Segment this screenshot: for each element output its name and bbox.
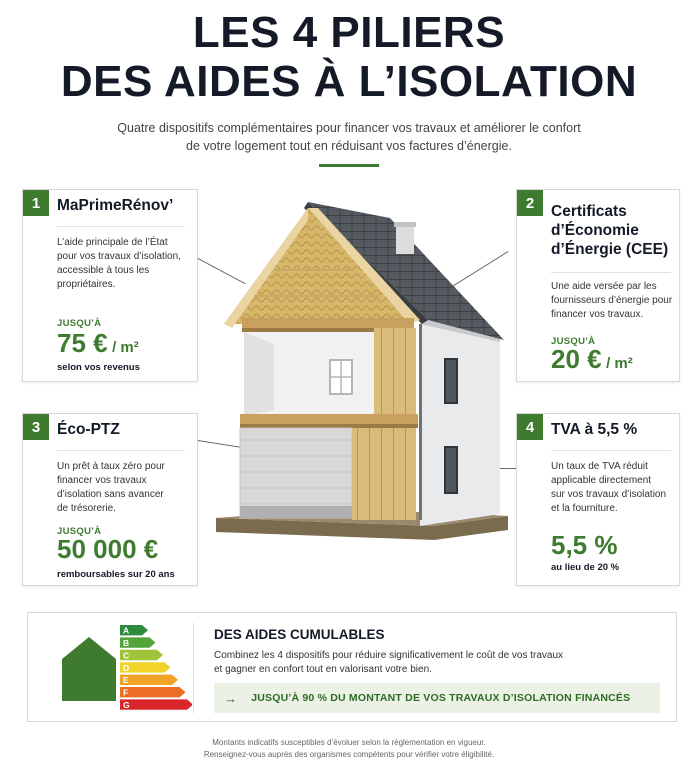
energy-class-label-f: F	[123, 687, 129, 698]
card-amount: 50 000 €	[57, 534, 159, 564]
cumulative-title: DES AIDES CUMULABLES	[214, 627, 385, 642]
title-underline	[319, 164, 379, 167]
card-amount: 20 € / m²	[551, 344, 633, 374]
subtitle-line-2: de votre logement tout en réduisant vos factures d’énergie.	[186, 139, 512, 153]
card-amount: 75 € / m²	[57, 328, 139, 358]
card-divider	[57, 450, 185, 451]
cumulative-text: Combinez les 4 dispositifs pour réduire significativement le coût de vos travaux et gagner en confort tout en valorisant votre bien.	[214, 650, 564, 675]
card-note: au lieu de 20 %	[551, 562, 620, 573]
title-line-2: DES AIDES À L’ISOLATION	[60, 57, 638, 106]
card-title: Certificats d’Économie d’Énergie (CEE)	[551, 203, 669, 258]
card-amount: 5,5 %	[551, 530, 618, 560]
card-number-badge: 1	[23, 190, 49, 216]
energy-class-label-e: E	[123, 675, 129, 686]
energy-class-label-d: D	[123, 662, 130, 673]
card-divider	[551, 450, 671, 451]
footer-line-1: Montants indicatifs susceptibles d’évoluer selon la réglementation en vigueur.	[212, 738, 486, 747]
card-divider	[57, 226, 185, 227]
card-description: Un prêt à taux zéro pour financer vos travaux d’isolation sans avancer de trésorerie.	[57, 461, 165, 514]
card-cee	[516, 189, 680, 382]
card-number-badge: 4	[517, 414, 543, 440]
title-line-1: LES 4 PILIERS	[192, 8, 506, 57]
energy-class-bar-f	[120, 687, 186, 697]
energy-class-bar-e	[120, 675, 178, 685]
energy-class-label-c: C	[123, 650, 130, 661]
footer-line-2: Renseignez-vous auprès des organismes compétents pour vérifier votre éligibilité.	[203, 750, 495, 759]
house-shape	[62, 637, 116, 701]
page-subtitle	[60, 119, 638, 155]
funding-callout-text: JUSQU’À 90 % DU MONTANT DE VOS TRAVAUX D’ISOLATION FINANCÉS	[251, 692, 631, 704]
card-description: L’aide principale de l’État pour vos travaux d’isolation, accessible à tous les propriétaires.	[57, 237, 181, 290]
cumulative-aids-panel	[27, 612, 677, 722]
house-icon	[62, 637, 116, 701]
footer-disclaimer	[0, 737, 698, 761]
card-up-to: JUSQU’À	[57, 318, 102, 329]
card-number-badge: 3	[23, 414, 49, 440]
card-up-to: JUSQU’À	[551, 336, 596, 347]
subtitle-line-1: Quatre dispositifs complémentaires pour financer vos travaux et améliorer le confort	[117, 121, 581, 135]
card-divider	[551, 272, 671, 273]
card-note: selon vos revenus	[57, 362, 140, 373]
card-up-to: JUSQU’À	[57, 526, 102, 537]
card-number-badge: 2	[517, 190, 543, 216]
card-title: MaPrimeRénov’	[57, 197, 174, 214]
energy-class-label-b: B	[123, 638, 130, 648]
energy-class-label-g: G	[123, 700, 130, 710]
card-description: Un taux de TVA réduit applicable directement sur vos travaux d’isolation et la fourniture.	[551, 461, 667, 514]
card-title: Éco-PTZ	[57, 421, 120, 438]
energy-class-label-a: A	[123, 625, 130, 636]
funding-callout	[214, 683, 660, 713]
card-description: Une aide versée par les fournisseurs d’énergie pour financer vos travaux.	[551, 281, 673, 320]
card-eco-ptz	[22, 413, 198, 586]
house-cutaway-illustration	[214, 200, 514, 560]
panel-divider	[193, 623, 194, 713]
card-tva	[516, 413, 680, 586]
card-maprimerenov	[22, 189, 198, 382]
energy-label-graphic	[62, 623, 192, 715]
arrow-right-icon: →	[224, 690, 238, 706]
page-title	[0, 8, 698, 106]
energy-class-bar-g	[120, 699, 192, 709]
card-note: remboursables sur 20 ans	[57, 569, 175, 580]
card-title: TVA à 5,5 %	[551, 421, 638, 438]
